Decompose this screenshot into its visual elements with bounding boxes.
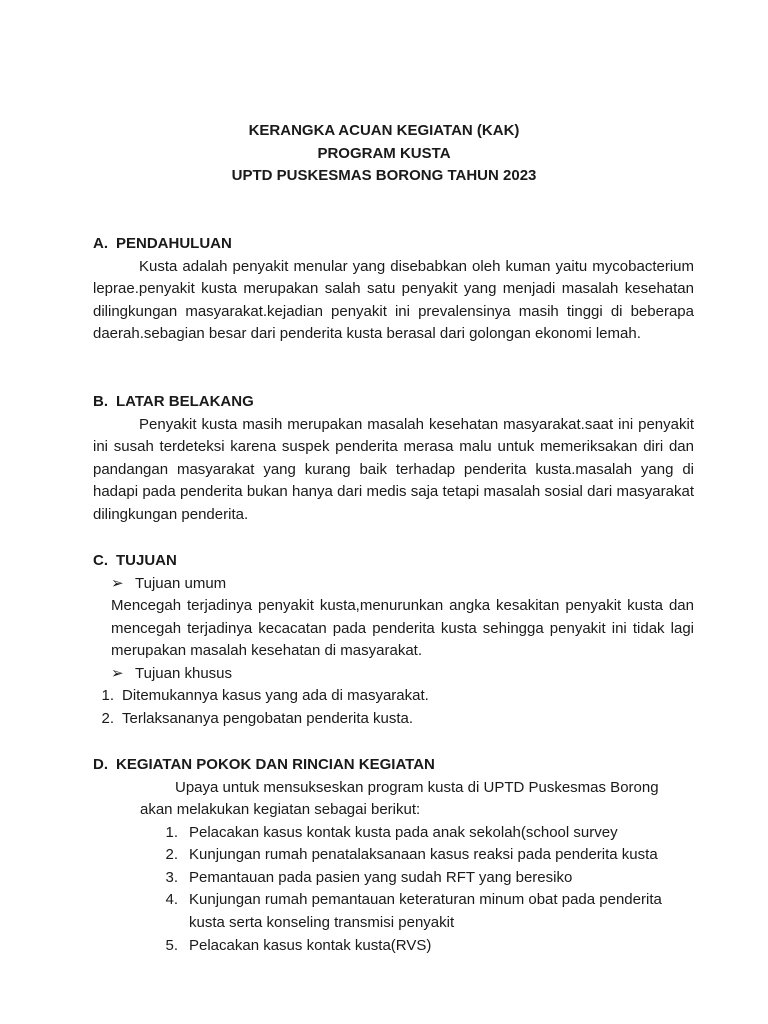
title-line-2: PROGRAM KUSTA: [317, 144, 451, 162]
list-item-text: Kunjungan rumah penatalaksanaan kasus reaksi pada penderita kusta: [189, 846, 658, 864]
list-item: [93, 935, 694, 958]
list-item: [93, 889, 694, 934]
list-item: [93, 844, 694, 867]
section-c-letter: C.: [93, 552, 108, 569]
list-item-number: 2.: [101, 710, 114, 728]
general-goal-text: Mencegah terjadinya penyakit kusta,menurunkan angka kesakitan penyakit kusta dan mencegah terjadinya kecacatan pada penderita kusta sehingga penyakit ini tidak lagi merupakan masalah kesehatan di masyarakat.: [111, 597, 694, 660]
list-item-number: 4.: [165, 891, 178, 909]
section-b-text: Penyakit kusta masih merupakan masalah kesehatan masyarakat.saat ini penyakit ini susah terdeteksi karena suspek penderita merasa malu untuk memeriksakan diri dan pandangan masyarakat yang kurang baik terhadap penderita kusta.masalah yang di hadapi pada penderita bukan hanya dari medis saja tetapi masalah sosial dari masyarakat dilingkungan penderita.: [93, 415, 694, 523]
section-c-heading: [93, 550, 694, 573]
section-d-intro-line-2: akan melakukan kegiatan sebagai berikut:: [140, 801, 421, 819]
list-item-number: 3.: [165, 868, 178, 886]
list-item-number: 5.: [165, 936, 178, 954]
section-a-text: Kusta adalah penyakit menular yang disebabkan oleh kuman yaitu mycobacterium leprae.penyakit kusta merupakan salah satu penyakit yang menjadi masalah kesehatan dilingkungan masyarakat.kejadian penyakit ini prevalensinya masih tinggi di beberapa daerah.sebagian besar dari penderita kusta berasal dari golongan ekonomi lemah.: [93, 257, 694, 343]
list-item-text: Ditemukannya kasus yang ada di masyarakat.: [122, 687, 429, 705]
list-item: [93, 708, 694, 731]
section-d-letter: D.: [93, 756, 108, 773]
list-item-number: 1.: [101, 687, 114, 705]
list-item: [93, 685, 694, 708]
arrow-bullet-icon: ➢: [111, 574, 124, 592]
section-a-heading: [93, 233, 694, 256]
section-a-letter: A.: [93, 235, 108, 252]
section-d: [93, 754, 694, 957]
list-item-text: Pelacakan kasus kontak kusta pada anak sekolah(school survey: [189, 823, 618, 841]
section-b-title: LATAR BELAKANG: [116, 393, 254, 410]
section-c-title: TUJUAN: [116, 552, 177, 569]
section-b-heading: [93, 391, 694, 414]
general-goal-bullet: [93, 573, 694, 596]
list-item-text: Kunjungan rumah pemantauan keteraturan minum obat pada penderita kusta serta konseling transmisi penyakit: [189, 891, 662, 932]
section-d-intro-line-1: Upaya untuk mensukseskan program kusta di UPTD Puskesmas Borong: [175, 778, 659, 796]
title-line-3: UPTD PUSKESMAS BORONG TAHUN 2023: [231, 167, 537, 184]
section-a: [93, 233, 694, 346]
section-a-paragraph: [93, 256, 694, 346]
general-goal-label: Tujuan umum: [135, 574, 227, 592]
specific-goal-bullet: [93, 663, 694, 686]
list-item-text: Pemantauan pada pasien yang sudah RFT yang beresiko: [189, 868, 573, 886]
list-item-number: 2.: [165, 846, 178, 864]
document-title: [0, 120, 768, 188]
specific-goal-label: Tujuan khusus: [135, 664, 233, 682]
section-b-paragraph: [93, 414, 694, 527]
section-d-heading: [93, 754, 694, 777]
title-line-1: KERANGKA ACUAN KEGIATAN (KAK): [248, 122, 520, 139]
list-item-number: 1.: [165, 823, 178, 841]
list-item-text: Terlaksananya pengobatan penderita kusta.: [122, 710, 414, 728]
arrow-bullet-icon: ➢: [111, 664, 124, 682]
section-b-letter: B.: [93, 393, 108, 410]
section-c: [93, 550, 694, 731]
list-item: [93, 867, 694, 890]
list-item-text: Pelacakan kasus kontak kusta(RVS): [189, 936, 432, 954]
section-b: [93, 391, 694, 526]
list-item: [93, 822, 694, 845]
section-a-title: PENDAHULUAN: [116, 235, 232, 252]
section-d-title: KEGIATAN POKOK DAN RINCIAN KEGIATAN: [116, 756, 435, 773]
